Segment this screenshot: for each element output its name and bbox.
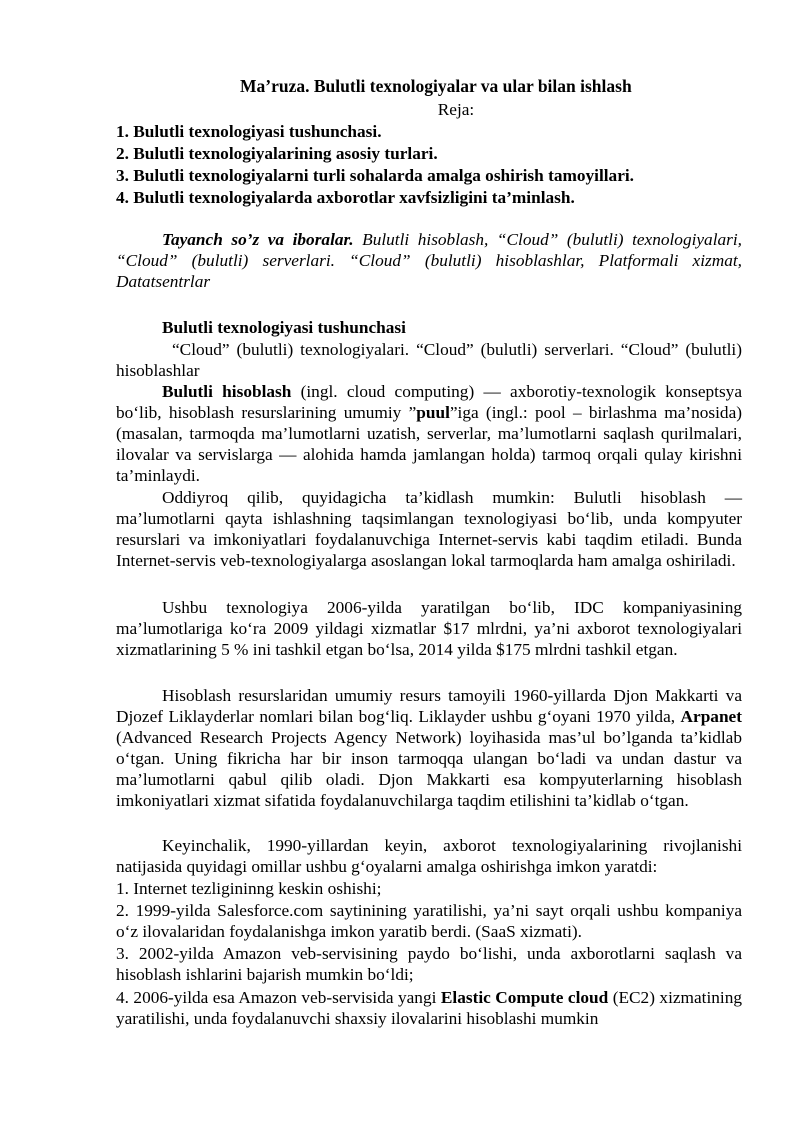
term-puul: puul [416, 403, 450, 422]
keywords-text: Bulutli hisoblash, “Cloud” (bulutli) texnologiyalari, “Cloud” (bulutli) serverlari. “Cloud” (bulutli) hisoblashlar, Platformali xizmat, Datatsentrlar [116, 230, 742, 291]
text-run: (EC2) xizmatining yaratilishi, unda foydalanuvchi shaxsiy ilovalarini hisoblashi mumkin [116, 988, 742, 1028]
text-run: 4. 2006-yilda esa Amazon veb-servisida yangi [116, 988, 441, 1007]
section-subtitle: “Cloud” (bulutli) texnologiyalari. “Cloud” (bulutli) serverlari. “Cloud” (bulutli) hisoblashlar [116, 340, 742, 380]
section-heading: Bulutli texnologiyasi tushunchasi [162, 318, 406, 337]
text-run: ”iga (ingl.: pool – birlashma ma’nosida) (masalan, tarmoqda ma’lumotlarni uzatish, serverlar, ma’lumotlarni saqlash qurilmalari, ilovalar va servislarga — alohida hamda jamlangan holda) tarmoq orqali qulay kirishni ta’minlaydi. [116, 403, 742, 485]
factor-item [116, 987, 742, 1029]
paragraph-history-idc: Ushbu texnologiya 2006-yilda yaratilgan bo‘lib, IDC kompaniyasining ma’lumotlariga ko‘ra 2009 yildagi xizmatlar $17 mlrdni, ya’ni axborot texnologiyalari xizmatlarining 5 % ini tashkil etgan bo‘lsa, 2014 yilda $175 mlrdni tashkil etgan. [116, 598, 742, 659]
factor-item: 2. 1999-yilda Salesforce.com saytinining yaratilishi, ya’ni sayt orqali ushbu kompaniya o‘z ilovalaridan foydalanishga imkon yaratib berdi. (SaaS xizmati). [116, 901, 742, 941]
lecture-title: Ma’ruza. Bulutli texnologiyalar va ular bilan ishlash [240, 76, 632, 96]
paragraph-history-mccarthy [116, 685, 742, 811]
plan-item: 2. Bulutli texnologiyalarining asosiy turlari. [116, 144, 438, 163]
text-run: (Advanced Research Projects Agency Network) loyihasida mas’ul bo’lganda ta’kidlab o‘tgan. Uning fikricha har bir inson tarmoqqa ulangan bo‘ladi va undan dastur va ma’lumotlarni qabul qilib oladi. Djon Makkarti esa kompyuterlarning hisoblash imkoniyatlari xizmat sifatida foydalanuvchilarga taqdim etilishini ta’kidlab o‘tgan. [116, 728, 742, 810]
paragraph-factors-intro: Keyinchalik, 1990-yillardan keyin, axborot texnologiyalarining rivojlanishi natijasida quyidagi omillar ushbu g‘oyalarni amalga oshirishga imkon yaratdi: [116, 836, 742, 876]
factor-item: 1. Internet tezligininng keskin oshishi; [116, 879, 382, 898]
keywords-label: Tayanch so’z va iboralar. [162, 230, 354, 249]
paragraph-definition [116, 381, 742, 486]
plan-item: 3. Bulutli texnologiyalarni turli sohalarda amalga oshirish tamoyillari. [116, 166, 634, 185]
plan-item: 4. Bulutli texnologiyalarda axborotlar xavfsizligini ta’minlash. [116, 188, 575, 207]
plan-label: Reja: [437, 100, 475, 119]
plan-item: 1. Bulutli texnologiyasi tushunchasi. [116, 122, 382, 141]
term-arpanet: Arpanet [680, 707, 742, 726]
factor-item: 3. 2002-yilda Amazon veb-servisining paydo bo‘lishi, unda axborotlarni saqlash va hisoblash ishlarini bajarish mumkin bo‘ldi; [116, 944, 742, 984]
text-run: Hisoblash resurslaridan umumiy resurs tamoyili 1960-yillarda Djon Makkarti va Djozef Liklayderlar nomlari bilan bog‘liq. Liklayder ushbu g‘oyani 1970 yilda, [116, 686, 742, 726]
term-ec2: Elastic Compute cloud [440, 988, 609, 1007]
term-bulutli-hisoblash: Bulutli hisoblash [162, 382, 292, 401]
paragraph-simple-definition: Oddiyroq qilib, quyidagicha ta’kidlash mumkin: Bulutli hisoblash — ma’lumotlarni qayta ishlashning taqsimlangan texnologiyasi bo‘lib, unda kompyuter resurslari va imkoniyatlari foydalanuvchiga Internet-servis kabi taqdim etiladi. Bunda Internet-servis veb-texnologiyalarga asoslangan lokal tarmoqlarda ham amalga oshiriladi. [116, 488, 742, 570]
text-run: (ingl. cloud computing) — axborotiy-texnologik konseptsya bo‘lib, hisoblash resurslarining umumiy ” [116, 382, 742, 422]
keywords-paragraph [116, 229, 742, 292]
